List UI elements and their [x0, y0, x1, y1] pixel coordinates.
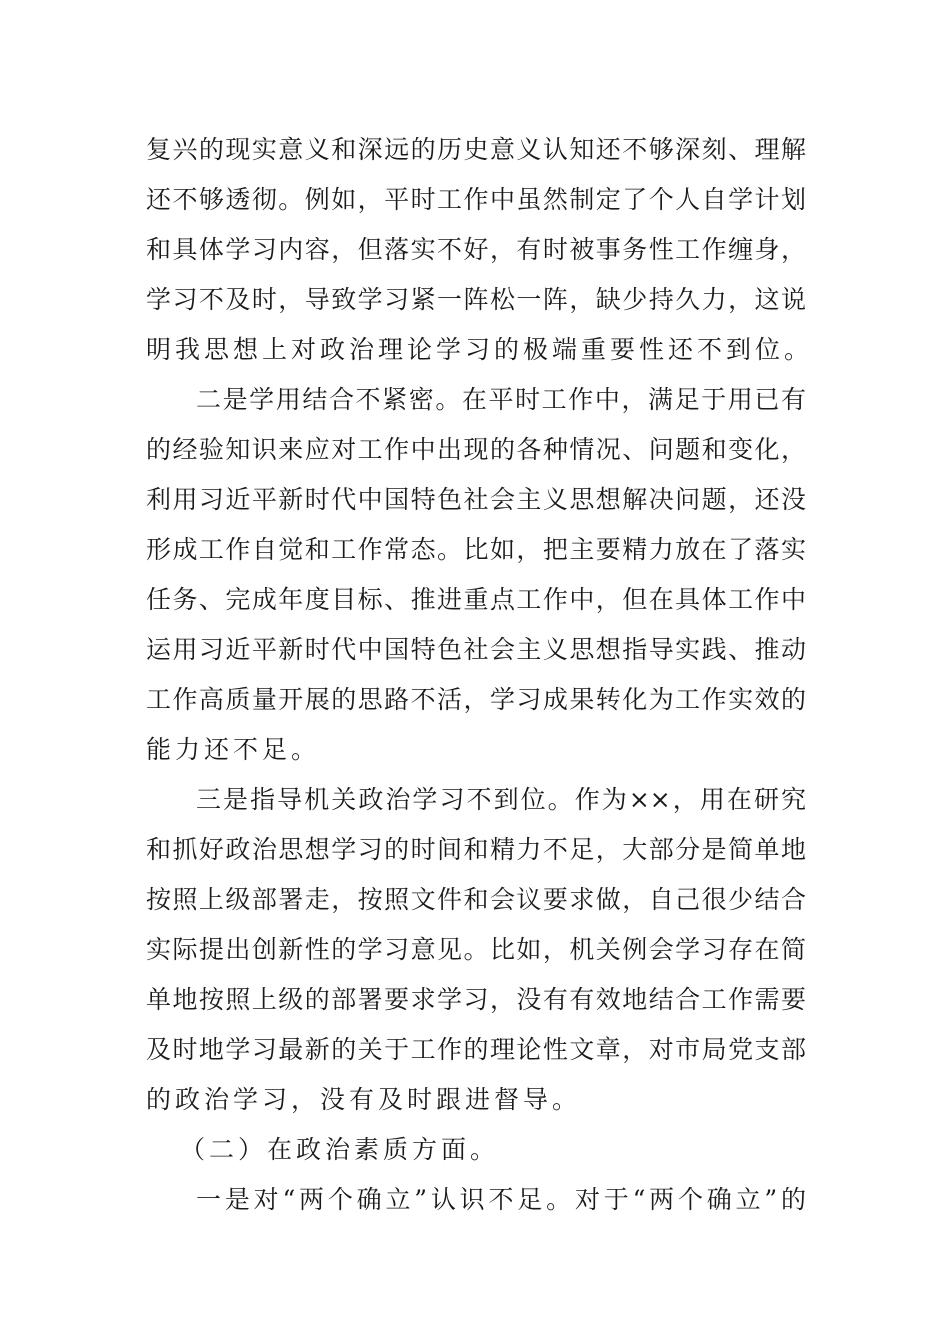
text-line: 及时地学习最新的关于工作的理论性文章，对市局党支部 [146, 1035, 806, 1064]
paragraph-start-line: 二是学用结合不紧密。在平时工作中，满足于用已有 [196, 385, 806, 414]
text-line: 单地按照上级的部署要求学习，没有有效地结合工作需要 [146, 985, 806, 1014]
text-line: 形成工作自觉和工作常态。比如，把主要精力放在了落实 [146, 535, 806, 564]
text-line: 按照上级部署走，按照文件和会议要求做，自己很少结合 [146, 885, 806, 914]
text-line: 复兴的现实意义和深远的历史意义认知还不够深刻、理解 [146, 135, 806, 164]
text-line: 学习不及时，导致学习紧一阵松一阵，缺少持久力，这说 [146, 285, 806, 314]
text-line: 和抓好政治思想学习的时间和精力不足，大部分是简单地 [146, 835, 806, 864]
text-line: 还不够透彻。例如，平时工作中虽然制定了个人自学计划 [146, 185, 806, 214]
text-line: 利用习近平新时代中国特色社会主义思想解决问题，还没 [146, 485, 806, 514]
text-line: 运用习近平新时代中国特色社会主义思想指导实践、推动 [146, 635, 806, 664]
text-line: 的经验知识来应对工作中出现的各种情况、问题和变化， [146, 435, 806, 464]
text-line: 明我思想上对政治理论学习的极端重要性还不到位。 [146, 335, 814, 364]
text-line: 能力还不足。 [146, 735, 321, 764]
text-line: 实际提出创新性的学习意见。比如，机关例会学习存在简 [146, 935, 806, 964]
text-line: 的政治学习，没有及时跟进督导。 [146, 1085, 582, 1114]
paragraph-start-line: 三是指导机关政治学习不到位。作为××，用在研究 [196, 785, 806, 814]
paragraph-start-line: 一是对“两个确立”认识不足。对于“两个确立”的 [196, 1185, 806, 1214]
section-heading: （二）在政治素质方面。 [180, 1135, 500, 1164]
text-line: 工作高质量开展的思路不活，学习成果转化为工作实效的 [146, 685, 806, 714]
text-line: 和具体学习内容，但落实不好，有时被事务性工作缠身， [146, 235, 806, 264]
text-line: 任务、完成年度目标、推进重点工作中，但在具体工作中 [146, 585, 806, 614]
